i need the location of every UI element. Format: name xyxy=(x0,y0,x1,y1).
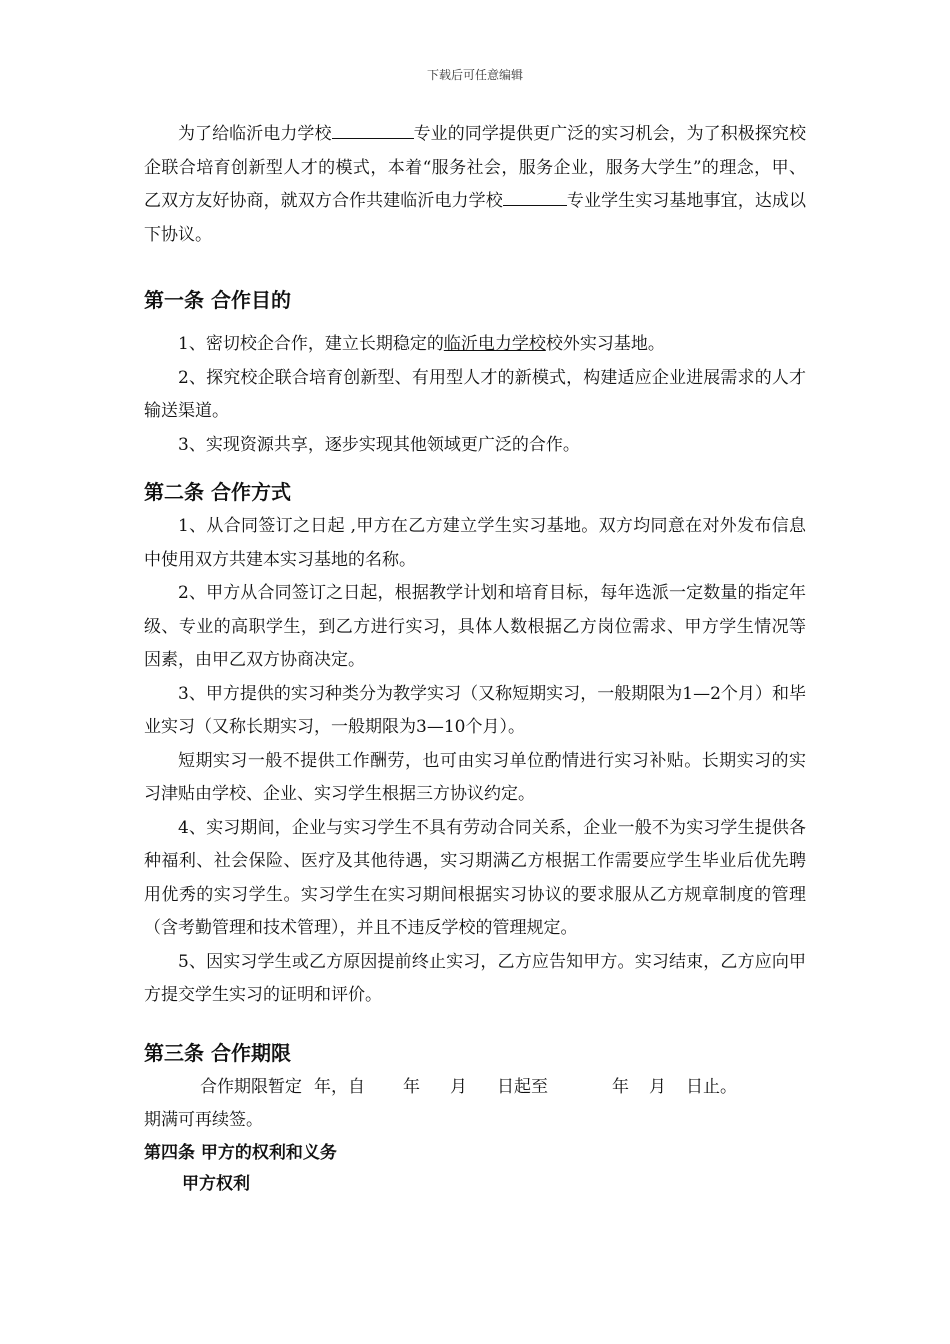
section-2-item-2: 2、甲方从合同签订之日起，根据教学计划和培育目标，每年选派一定数量的指定年级、专业的高职学生，到乙方进行实习，具体人数根据乙方岗位需求、甲方学生情况等因素，由甲乙双方协商决定。 xyxy=(144,583,806,670)
intro-text-3: 专业学生实习基地事宜，达成以下协议。 xyxy=(144,191,807,245)
blank-major-1 xyxy=(332,137,414,139)
section-2-item-1: 1、从合同签订之日起 ,甲方在乙方建立学生实习基地。双方均同意在对外发布信息中使用双方共建本实习基地的名称。 xyxy=(144,516,806,570)
end-year-text: 年 xyxy=(612,1076,629,1097)
end-day-text: 日止。 xyxy=(686,1076,737,1097)
period-label: 合作期限暂定 xyxy=(200,1076,302,1097)
section-2-item-3: 3、甲方提供的实习种类分为教学实习（又称短期实习，一般期限为1—2个月）和毕业实习（又称长期实习，一般期限为3—10个月）。 xyxy=(144,683,806,737)
section-1-item-1 xyxy=(144,328,806,362)
period-years-text: 年，自 xyxy=(314,1076,365,1097)
section-4-title: 第四条 甲方的权利和义务 xyxy=(144,1142,337,1163)
school-name-underlined: 临沂电力学校 xyxy=(443,334,546,354)
end-month-text: 月 xyxy=(649,1076,666,1097)
item-1-text-end: 校外实习基地。 xyxy=(545,334,665,354)
intro-paragraph xyxy=(144,118,806,252)
section-1-title: 第一条 合作目的 xyxy=(144,288,291,312)
section-1-item-2: 2、探究校企联合培育创新型、有用型人才的新模式，构建适应企业进展需求的人才输送渠道。 xyxy=(144,367,806,421)
section-2-item-5: 5、因实习学生或乙方原因提前终止实习，乙方应告知甲方。实习结束，乙方应向甲方提交学生实习的证明和评价。 xyxy=(144,951,806,1005)
intro-text-2: 专业的同学提供更广泛的实习机会，为了积极探究校企联合培育创新型人才的模式，本着“服务社会，服务企业，服务大学生”的理念，甲、乙双方友好协商，就双方合作共建临沂电力学校 xyxy=(144,124,806,211)
intro-text-1: 为了给临沂电力学校 xyxy=(178,124,332,144)
section-3-title: 第三条 合作期限 xyxy=(144,1040,291,1065)
item-1-text: 1、密切校企合作，建立长期稳定的 xyxy=(178,334,444,354)
start-month-text: 月 xyxy=(450,1076,467,1097)
section-2-note: 短期实习一般不提供工作酬劳，也可由实习单位酌情进行实习补贴。长期实习的实习津贴由学校、企业、实习学生根据三方协议约定。 xyxy=(144,750,806,804)
page-header-note: 下载后可任意编辑 xyxy=(426,68,523,82)
section-1-item-3: 3、实现资源共享，逐步实现其他领域更广泛的合作。 xyxy=(178,434,580,455)
blank-major-2 xyxy=(503,204,567,206)
section-4-subtitle: 甲方权利 xyxy=(182,1173,250,1194)
section-3-period-line xyxy=(144,1071,806,1105)
section-2-title: 第二条 合作方式 xyxy=(144,480,291,504)
start-day-text: 日起至 xyxy=(497,1076,548,1097)
section-3-renewal: 期满可再续签。 xyxy=(144,1110,263,1130)
document-body xyxy=(144,118,806,1200)
section-2-item-4: 4、实习期间，企业与实习学生不具有劳动合同关系，企业一般不为实习学生提供各种福利、社会保险、医疗及其他待遇，实习期满乙方根据工作需要应学生毕业后优先聘用优秀的实习学生。实习学生在实习期间根据实习协议的要求服从乙方规章制度的管理（含考勤管理和技术管理），并且不违反学校的管理规定。 xyxy=(144,817,806,938)
start-year-text: 年 xyxy=(403,1076,420,1097)
